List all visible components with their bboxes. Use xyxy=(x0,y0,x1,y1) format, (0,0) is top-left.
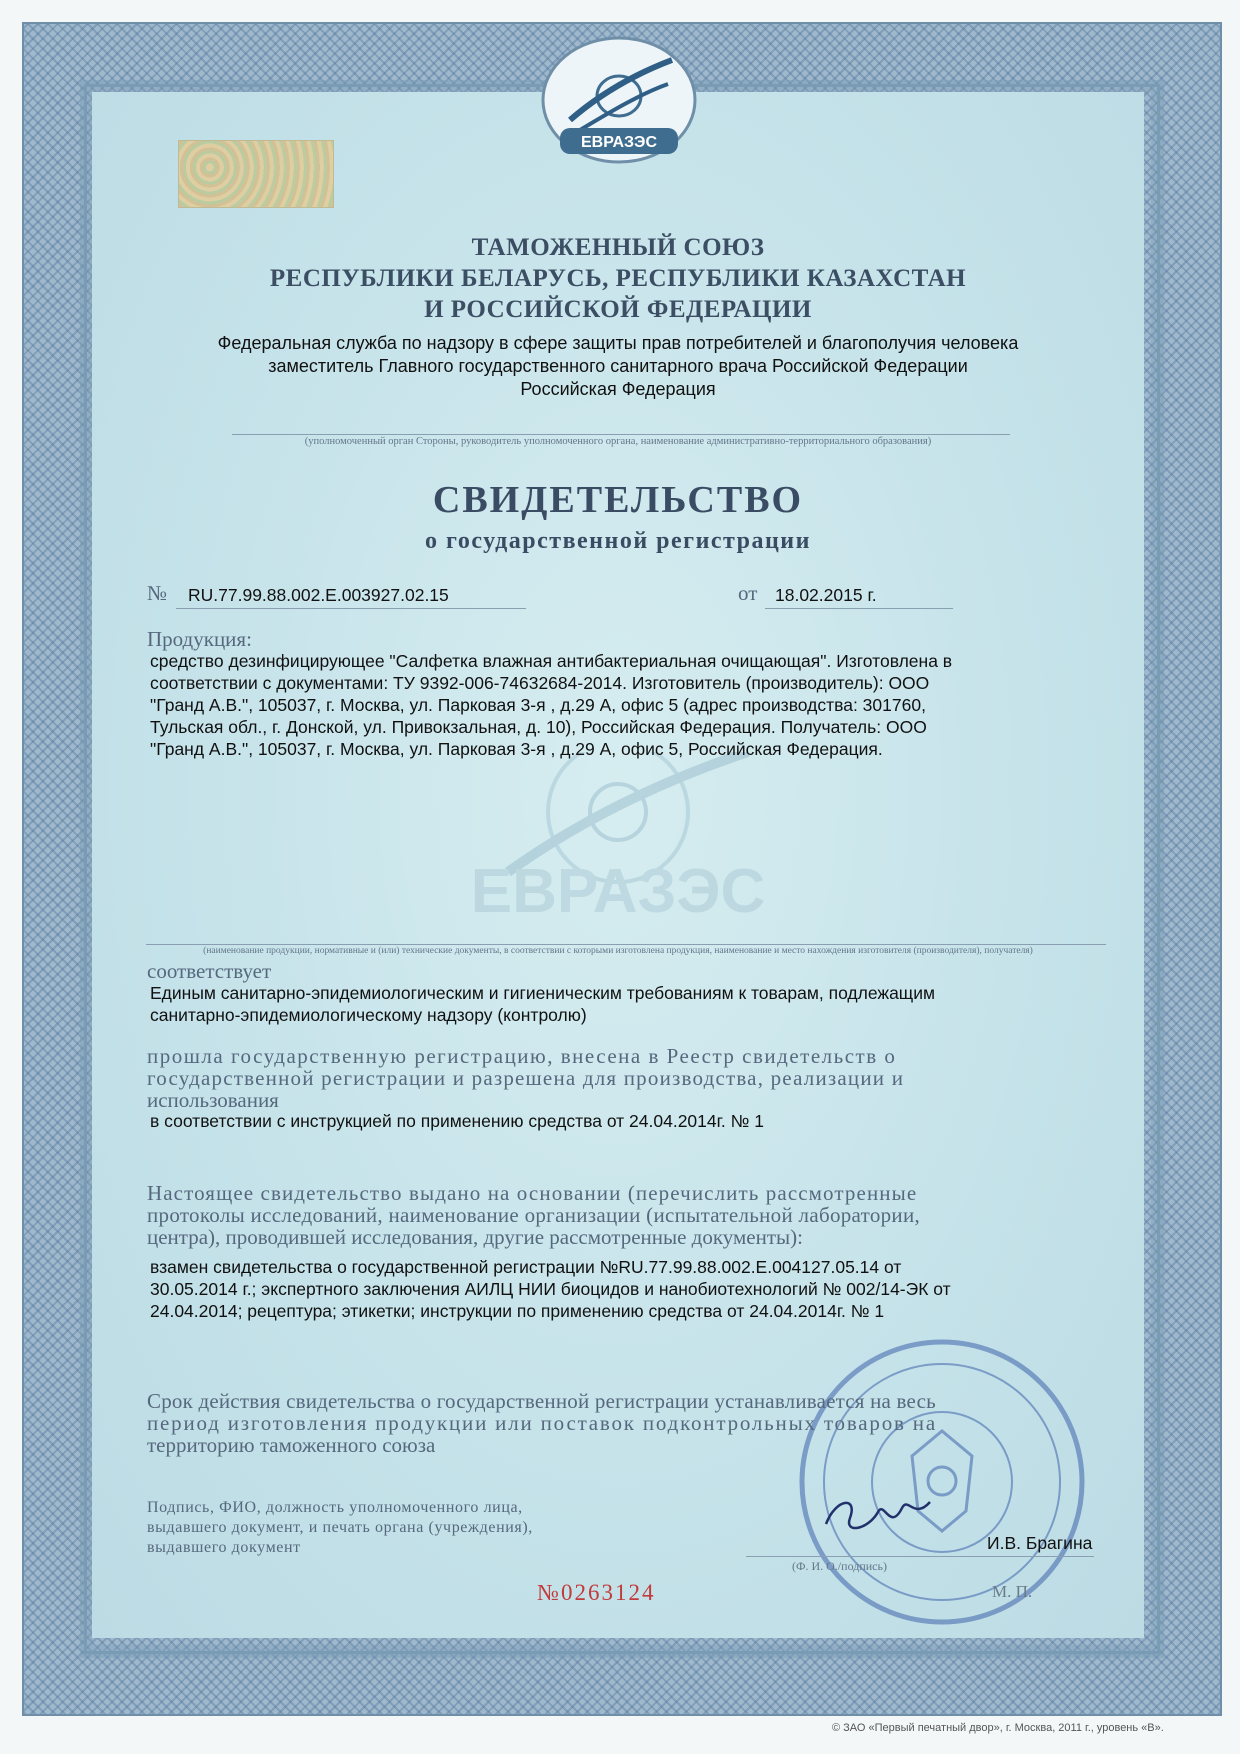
certificate-date: 18.02.2015 г. xyxy=(775,585,877,605)
basis-line: Настоящее свидетельство выдано на основании (перечислить рассмотренные xyxy=(147,1181,918,1205)
validity-line: территорию таможенного союза xyxy=(147,1433,436,1457)
registration-line: государственной регистрации и разрешена для производства, реализации и xyxy=(147,1066,905,1090)
product-line: "Гранд А.В.", 105037, г. Москва, ул. Парковая 3-я , д.29 А, офис 5 (адрес производства: 301760, xyxy=(150,695,926,715)
number-rule xyxy=(176,608,526,609)
signature-caption-line: выдавшего документ xyxy=(147,1539,301,1556)
signatory-name: И.В. Брагина xyxy=(987,1533,1093,1553)
authority-rule xyxy=(232,434,1010,435)
basis-value: 30.05.2014 г.; экспертного заключения АИЛЦ НИИ биоцидов и нанобиотехнологий № 002/14-ЭК от xyxy=(150,1279,951,1299)
emblem-label: ЕВРАЗЭС xyxy=(580,134,658,151)
hologram-sticker xyxy=(178,140,334,208)
eurasec-watermark xyxy=(418,752,818,952)
certificate-number: RU.77.99.88.002.E.003927.02.15 xyxy=(188,585,449,605)
authority-caption: (уполномоченный орган Стороны, руководитель уполномоченного органа, наименование административно-территориального образования) xyxy=(304,436,932,447)
product-line: Тульская обл., г. Донской, ул. Привокзальная, д. 10), Российская Федерация. Получатель: ООО xyxy=(150,717,927,737)
signature-name-caption: (Ф. И. О./подпись) xyxy=(792,1559,887,1573)
compliance-line: санитарно-эпидемиологическому надзору (контролю) xyxy=(150,1005,587,1025)
org-line-1: ТАМОЖЕННЫЙ СОЮЗ xyxy=(471,234,765,261)
authority-line-2: заместитель Главного государственного санитарного врача Российской Федерации xyxy=(268,356,968,376)
org-line-2: РЕСПУБЛИКИ БЕЛАРУСЬ, РЕСПУБЛИКИ КАЗАХСТАН xyxy=(269,265,967,292)
signature-rule xyxy=(746,1556,1094,1557)
product-line: "Гранд А.В.", 105037, г. Москва, ул. Парковая 3-я , д.29 А, офис 5, Российская Федерация. xyxy=(150,739,883,759)
registration-value: в соответствии с инструкцией по применению средства от 24.04.2014г. № 1 xyxy=(150,1111,764,1131)
date-rule xyxy=(765,608,953,609)
basis-line: центра), проводившей исследования, другие рассмотренные документы): xyxy=(147,1225,803,1249)
certificate-subtitle: о государственной регистрации xyxy=(425,528,811,554)
basis-value: взамен свидетельства о государственной регистрации №RU.77.99.88.002.Е.004127.05.14 от xyxy=(150,1257,902,1277)
product-line: соответствии с документами: ТУ 9392-006-74632684-2014. Изготовитель (производитель): ООО xyxy=(150,673,930,693)
signature-caption-line: Подпись, ФИО, должность уполномоченного лица, xyxy=(147,1499,523,1516)
eurasec-emblem xyxy=(540,34,698,166)
serial-number: №0263124 xyxy=(537,1580,656,1605)
registration-line: использования xyxy=(147,1088,279,1112)
basis-line: протоколы исследований, наименование организации (испытательной лаборатории, xyxy=(147,1203,921,1227)
org-line-3: И РОССИЙСКОЙ ФЕДЕРАЦИИ xyxy=(424,296,812,323)
authority-line-3: Российская Федерация xyxy=(520,379,716,399)
watermark-label: ЕВРАЗЭС xyxy=(470,857,766,926)
handwritten-signature xyxy=(818,1478,938,1548)
product-rule xyxy=(146,944,1106,945)
validity-line: Срок действия свидетельства о государственной регистрации устанавливается на весь xyxy=(147,1389,936,1413)
signature-caption xyxy=(147,1498,533,1558)
product-label: Продукция: xyxy=(147,627,252,651)
printer-imprint: © ЗАО «Первый печатный двор», г. Москва, 2011 г., уровень «В». xyxy=(832,1722,1164,1734)
certificate-title: СВИДЕТЕЛЬСТВО xyxy=(432,479,804,521)
authority-line-1: Федеральная служба по надзору в сфере защиты прав потребителей и благополучия человека xyxy=(217,333,1019,353)
stamp-place-label: М. П. xyxy=(992,1582,1033,1601)
compliance-line: Единым санитарно-эпидемиологическим и гигиеническим требованиям к товарам, подлежащим xyxy=(150,983,936,1003)
product-caption: (наименование продукции, нормативные и (или) технические документы, в соответствии с которыми изготовлена продукция, наименование и место нахождения изготовителя (производителя), получателя) xyxy=(203,946,1033,956)
product-line: средство дезинфицирующее "Салфетка влажная антибактериальная очищающая". Изготовлена в xyxy=(150,651,953,671)
registration-line: прошла государственную регистрацию, внесена в Реестр свидетельств о xyxy=(147,1044,897,1068)
date-label: от xyxy=(738,581,758,605)
number-label: № xyxy=(147,581,168,605)
signature-caption-line: выдавшего документ, и печать органа (учреждения), xyxy=(147,1519,533,1536)
basis-value: 24.04.2014; рецептура; этикетки; инструкции по применению средства от 24.04.2014г. № 1 xyxy=(150,1301,885,1321)
compliance-label: соответствует xyxy=(147,959,272,983)
validity-line: период изготовления продукции или поставок подконтрольных товаров на xyxy=(147,1411,937,1435)
